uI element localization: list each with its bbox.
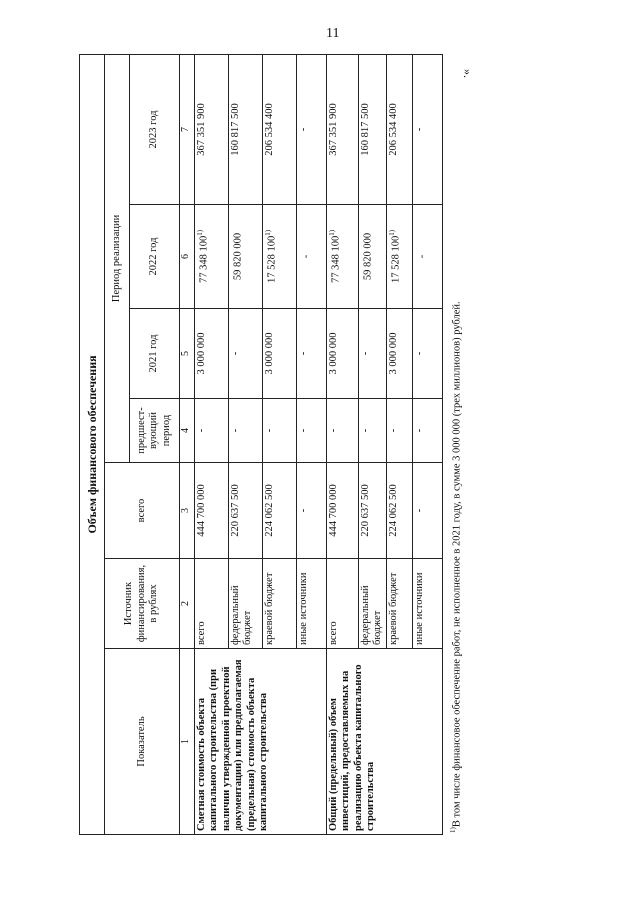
source-cell — [386, 559, 412, 649]
y2021-cell-value: 3 000 000 — [387, 332, 399, 375]
header-2022: 2022 год — [130, 205, 180, 309]
source-cell — [412, 559, 442, 649]
source-cell-value: иные источники — [298, 572, 309, 645]
total-cell — [327, 463, 359, 559]
y2023-cell-value: 367 351 900 — [196, 103, 207, 156]
y2021-cell — [195, 309, 229, 399]
footnote-ref: 1) — [328, 229, 336, 236]
y2022-cell — [327, 205, 359, 309]
total-cell — [297, 463, 327, 559]
y2022-cell-value: 77 348 100 — [198, 235, 210, 284]
prior-cell-value: - — [360, 428, 371, 433]
y2021-cell — [229, 309, 263, 399]
source-cell-value: краевой бюджет — [264, 572, 275, 645]
y2021-cell-value: 3 000 000 — [196, 332, 207, 375]
header-prior: предшест-вующий период — [130, 399, 180, 463]
column-number: 2 — [180, 559, 195, 649]
y2022-cell — [297, 205, 327, 309]
column-number: 5 — [180, 309, 195, 399]
total-cell — [195, 463, 229, 559]
y2023-cell-value: 206 534 400 — [264, 103, 275, 156]
y2021-cell — [359, 309, 387, 399]
indicator-cell: Общий (предельный) объем инвестиций, предоставляемых на реализацию объекта капитального строительства — [327, 649, 443, 835]
y2023-cell — [327, 54, 359, 204]
y2022-cell — [229, 205, 263, 309]
y2023-cell — [359, 54, 387, 204]
y2021-cell-value: - — [298, 351, 309, 356]
footnote-ref: 1) — [387, 229, 396, 236]
header-source: Источник финансирования, в рублях — [105, 559, 180, 649]
prior-cell-value: - — [387, 428, 399, 433]
source-cell — [195, 559, 229, 649]
y2021-cell — [412, 309, 442, 399]
y2022-cell — [195, 205, 229, 309]
total-cell-value: 224 062 500 — [264, 484, 275, 537]
prior-cell-value: - — [298, 428, 309, 433]
source-cell-value: всего — [196, 621, 207, 645]
y2022-cell — [359, 205, 387, 309]
total-cell-value: 444 700 000 — [328, 484, 339, 537]
footnote-ref: 1) — [264, 229, 272, 236]
y2022-cell-value: 59 820 000 — [232, 232, 244, 281]
y2023-cell-value: 206 534 400 — [387, 103, 399, 156]
header-2021: 2021 год — [130, 309, 180, 399]
source-cell — [229, 559, 263, 649]
y2022-cell — [263, 205, 297, 309]
prior-cell-value: - — [328, 428, 339, 433]
y2021-cell — [297, 309, 327, 399]
y2022-cell — [412, 205, 442, 309]
closing-quote: ». — [461, 69, 475, 78]
y2021-cell-value: 3 000 000 — [264, 332, 275, 375]
y2021-cell — [386, 309, 412, 399]
header-indicator: Показатель — [105, 649, 180, 835]
source-cell — [359, 559, 387, 649]
prior-cell — [263, 399, 297, 463]
y2022-cell-value: 17 528 100 — [390, 235, 402, 284]
total-cell — [359, 463, 387, 559]
y2021-cell — [263, 309, 297, 399]
y2021-cell-value: - — [413, 351, 425, 356]
y2023-cell-value: - — [298, 127, 309, 132]
financing-document — [79, 55, 465, 835]
header-total: всего — [105, 463, 180, 559]
source-cell — [297, 559, 327, 649]
y2021-cell-value: - — [230, 351, 241, 356]
prior-cell-value: - — [196, 428, 207, 433]
prior-cell — [412, 399, 442, 463]
source-cell-value: федеральный бюджет — [230, 585, 254, 645]
prior-cell — [229, 399, 263, 463]
y2023-cell — [412, 54, 442, 204]
y2022-cell-value: 59 820 000 — [362, 232, 374, 281]
prior-cell — [327, 399, 359, 463]
total-cell-value: 224 062 500 — [387, 484, 399, 537]
prior-cell — [195, 399, 229, 463]
table-row — [327, 54, 359, 834]
total-cell-value: - — [298, 508, 309, 513]
source-cell-value: всего — [328, 621, 339, 645]
source-cell — [263, 559, 297, 649]
footnote-marker: 1) — [448, 827, 457, 833]
y2022-cell-value: 77 348 100 — [330, 235, 342, 284]
y2022-cell-value: - — [416, 254, 428, 259]
column-numbers-row — [180, 54, 195, 834]
total-cell-value: 220 637 500 — [360, 484, 371, 537]
header-2023: 2023 год — [130, 54, 180, 204]
y2022-cell — [386, 205, 412, 309]
total-cell-value: - — [413, 508, 425, 513]
column-number: 6 — [180, 205, 195, 309]
y2022-cell-value: 17 528 100 — [266, 235, 278, 284]
column-number: 4 — [180, 399, 195, 463]
footnote-ref: 1) — [196, 229, 204, 236]
column-number: 1 — [180, 649, 195, 835]
source-cell-value: иные источники — [413, 572, 425, 645]
total-cell — [229, 463, 263, 559]
prior-cell-value: - — [413, 428, 425, 433]
y2022-cell-value: - — [300, 254, 312, 259]
header-period: Период реализации — [105, 54, 130, 462]
y2023-cell — [229, 54, 263, 204]
y2021-cell-value: - — [360, 351, 371, 356]
y2023-cell — [386, 54, 412, 204]
source-cell-value: федеральный бюджет — [360, 585, 384, 645]
total-cell-value: 444 700 000 — [196, 484, 207, 537]
column-number: 7 — [180, 54, 195, 204]
footnote-text: В том числе финансовое обеспечение работ, не исполненное в 2021 году, в сумме 3 000 000 (трех миллионов) рублей. — [451, 301, 463, 828]
total-cell — [412, 463, 442, 559]
page-number: 11 — [326, 26, 340, 41]
total-cell — [386, 463, 412, 559]
column-number: 3 — [180, 463, 195, 559]
indicator-cell: Сметная стоимость объекта капитального строительства (при наличии утвержденной проектной документации) или предполагаемая (предельная) стоимость объекта капитального строительства — [195, 649, 327, 835]
financing-table — [79, 54, 443, 835]
prior-cell — [359, 399, 387, 463]
source-cell — [327, 559, 359, 649]
y2023-cell-value: - — [413, 127, 425, 132]
prior-cell-value: - — [264, 428, 275, 433]
prior-cell — [297, 399, 327, 463]
y2021-cell-value: 3 000 000 — [328, 332, 339, 375]
y2023-cell-value: 367 351 900 — [328, 103, 339, 156]
table-title: Объем финансового обеспечения — [80, 54, 105, 834]
source-cell-value: краевой бюджет — [387, 572, 399, 645]
y2023-cell-value: 160 817 500 — [230, 103, 241, 156]
footnote — [449, 55, 463, 835]
y2023-cell — [297, 54, 327, 204]
y2021-cell — [327, 309, 359, 399]
prior-cell — [386, 399, 412, 463]
y2023-cell-value: 160 817 500 — [360, 103, 371, 156]
y2023-cell — [195, 54, 229, 204]
table-row — [195, 54, 229, 834]
total-cell-value: 220 637 500 — [230, 484, 241, 537]
prior-cell-value: - — [230, 428, 241, 433]
y2023-cell — [263, 54, 297, 204]
total-cell — [263, 463, 297, 559]
